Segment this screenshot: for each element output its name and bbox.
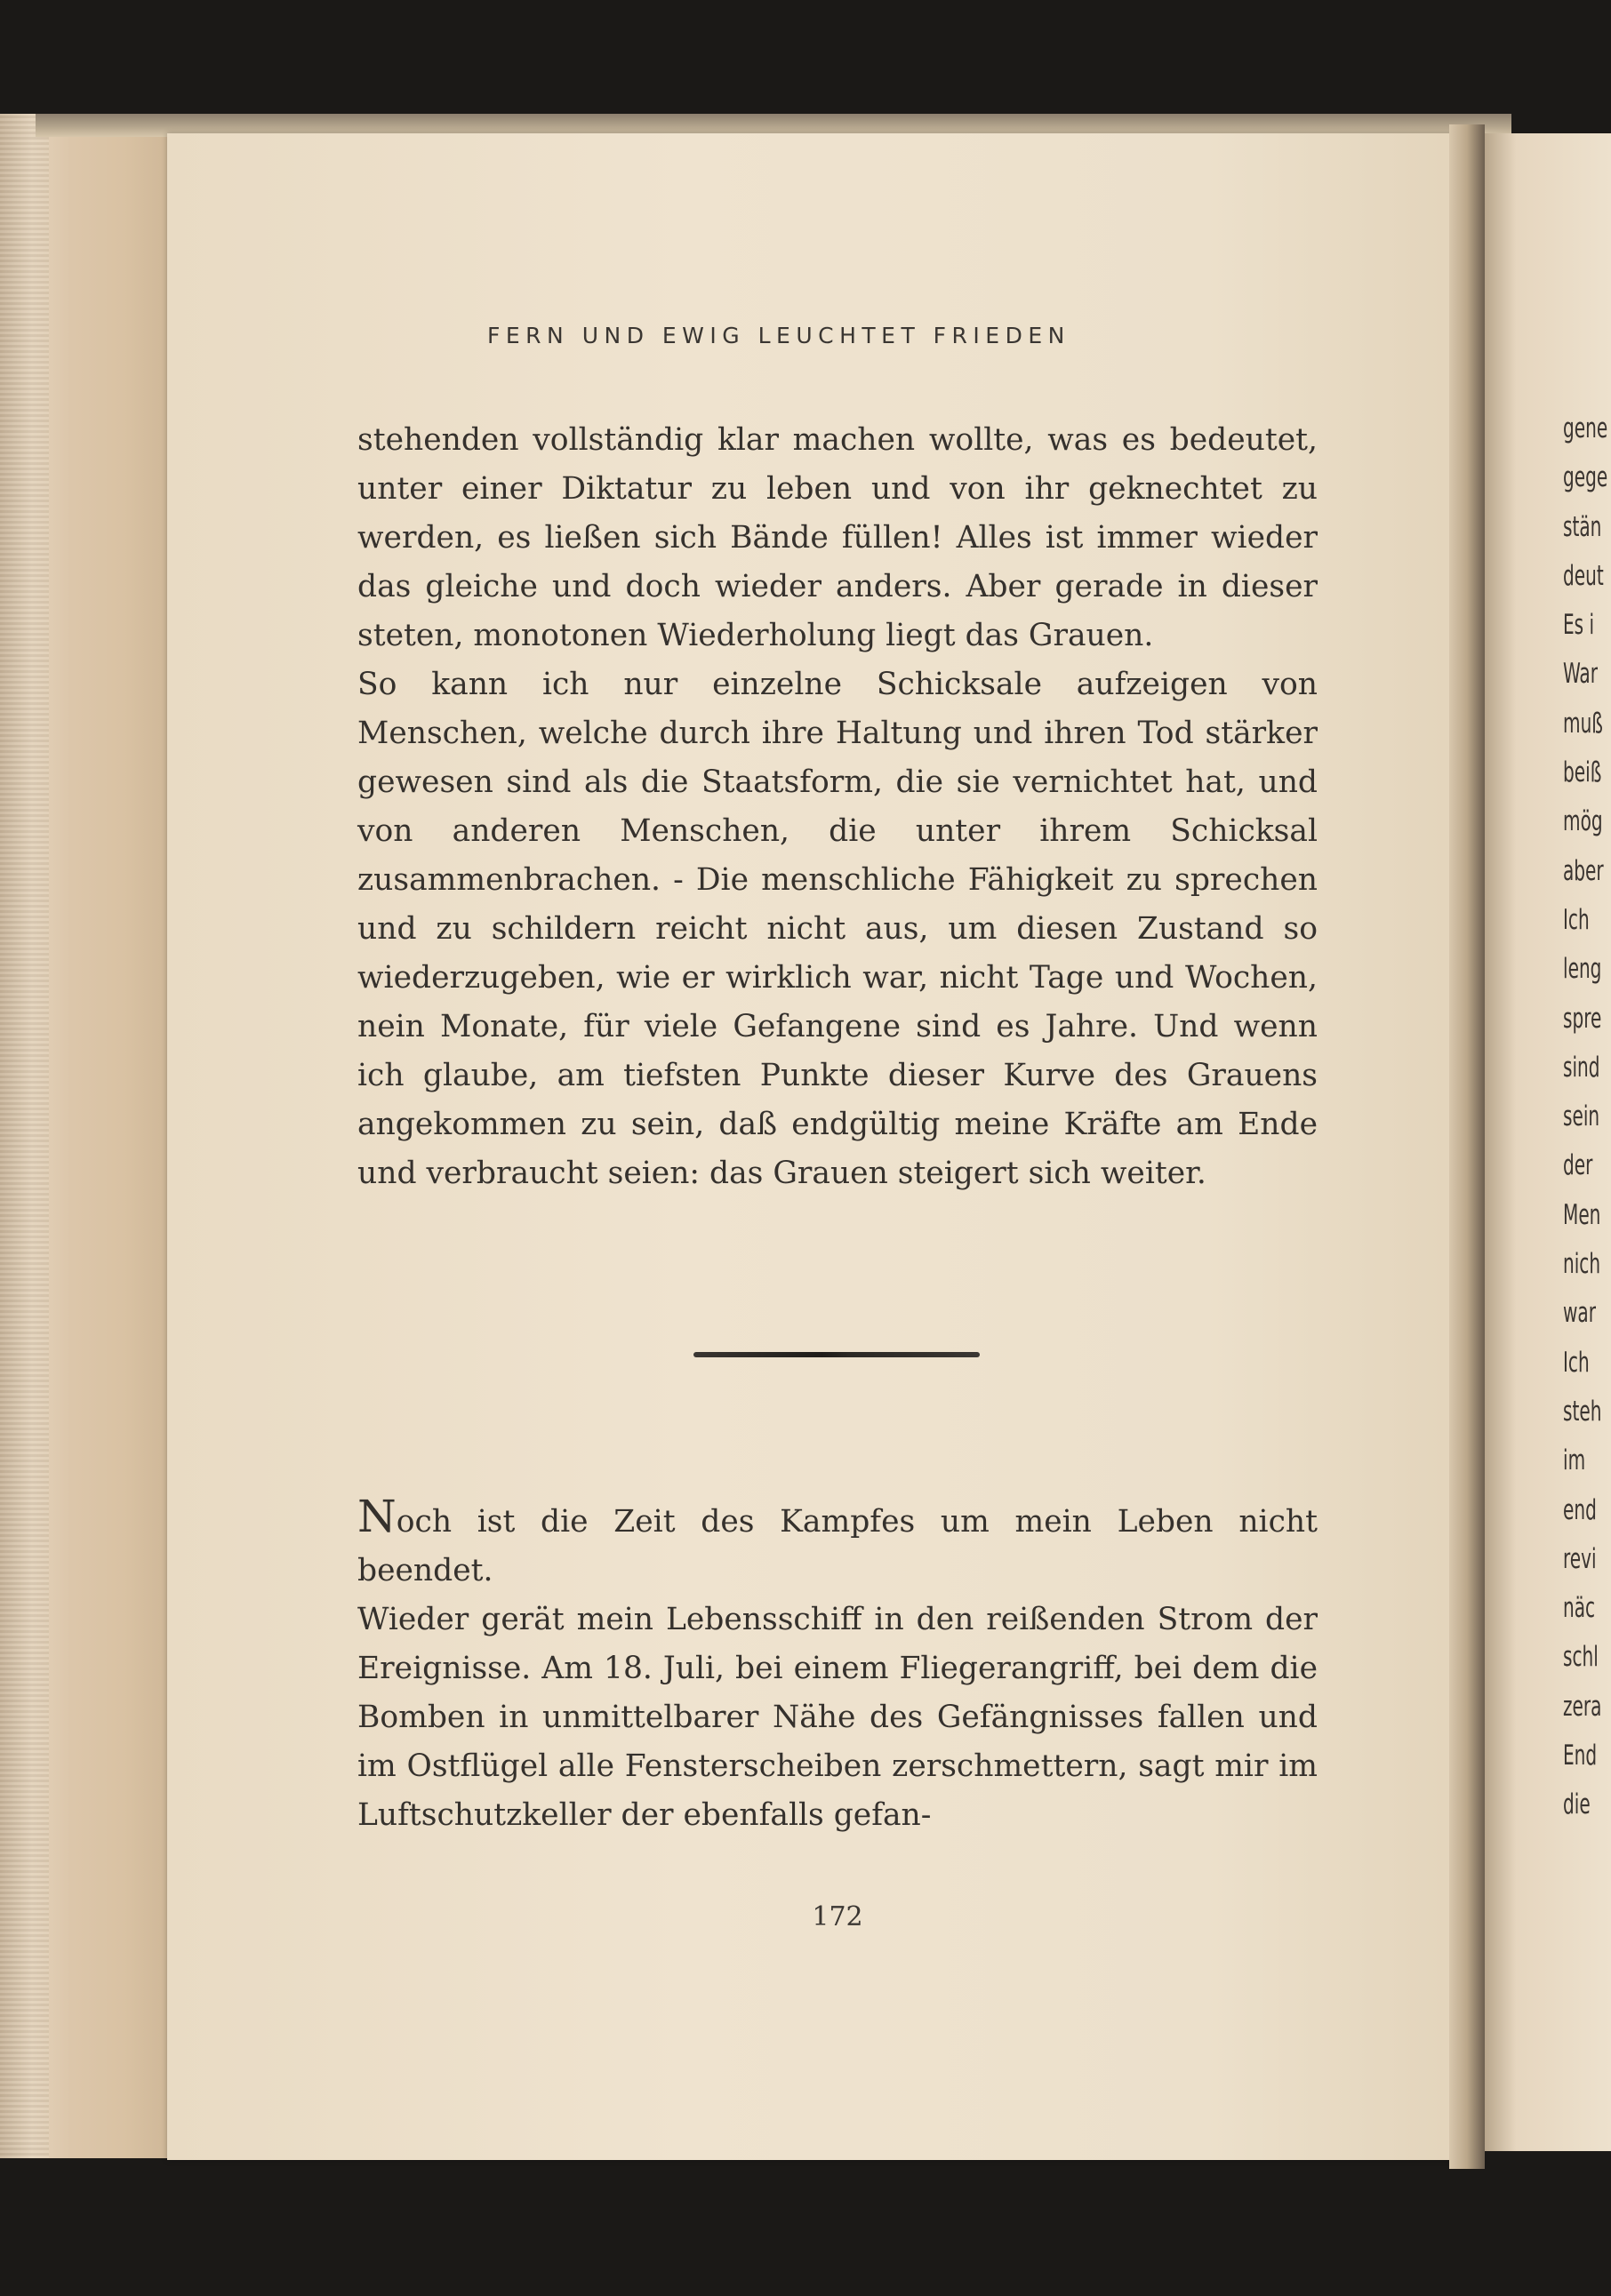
line-fragment: gege (1563, 461, 1608, 494)
line-fragment: die (1563, 1788, 1591, 1821)
line-fragment: sein (1563, 1100, 1600, 1133)
line-fragment: schl (1563, 1641, 1599, 1674)
facing-page-text (1563, 404, 1608, 1830)
body-text-section-2 (357, 1491, 1318, 1840)
line-fragment: steh (1563, 1395, 1602, 1428)
line-fragment: näc (1563, 1592, 1596, 1625)
paragraph (357, 1491, 1318, 1596)
line-fragment: revi (1563, 1542, 1597, 1575)
book-gutter (1449, 124, 1485, 2169)
line-fragment: war (1563, 1297, 1596, 1330)
line-fragment: End (1563, 1740, 1598, 1772)
line-fragment: end (1563, 1493, 1597, 1526)
line-fragment: mög (1563, 805, 1603, 838)
line-fragment: beiß (1563, 756, 1602, 789)
line-fragment: im (1563, 1444, 1586, 1477)
line-fragment: gene (1563, 412, 1608, 444)
drop-cap: N (357, 1491, 397, 1542)
paragraph: Wieder gerät mein Lebensschiff in den reißenden Strom der Ereignisse. Am 18. Juli, bei einem Fliegerangriff, bei dem die Bomben in unmittelbarer Nähe des Gefängnisses fallen und im Ostflügel alle Fensterscheiben zerschmettern, sagt mir im Luftschutzkeller der ebenfalls gefan- (357, 1602, 1318, 1833)
book-page-edges (0, 114, 178, 2158)
line-fragment: sind (1563, 1051, 1600, 1084)
body-text-top (357, 416, 1318, 1198)
line-fragment: stän (1563, 510, 1602, 543)
paragraph: So kann ich nur einzelne Schicksale aufzeigen von Menschen, welche durch ihre Haltung und ihren Tod stärker gewesen sind als die Staatsform, die sie vernichtet hat, und von anderen Menschen, die unter ihrem Schicksal zusammenbrachen. - Die menschliche Fähigkeit zu sprechen und zu schildern reicht nicht aus, um diesen Zustand so wiederzugeben, wie er wirklich war, nicht Tage und Wochen, nein Monate, für viele Gefangene sind es Jahre. Und wenn ich glaube, am tiefsten Punkte dieser Kurve des Grauens angekommen zu sein, daß endgültig meine Kräfte am Ende und verbraucht seien: das Grauen steigert sich weiter. (357, 667, 1318, 1191)
paragraph-rest: och ist die Zeit des Kampfes um mein Leben nicht beendet. (357, 1504, 1318, 1588)
line-fragment: zera (1563, 1690, 1602, 1723)
line-fragment: Es i (1563, 609, 1595, 642)
line-fragment: aber (1563, 854, 1604, 887)
line-fragment: spre (1563, 1002, 1602, 1035)
line-fragment: War (1563, 658, 1598, 691)
paragraph: stehenden vollständig klar machen wollte, was es bedeutet, unter einer Diktatur zu leben und von ihr geknechtet zu werden, es ließen sich Bände füllen! Alles ist immer wieder das gleiche und doch wieder anders. Aber gerade in dieser steten, monotonen Wiederholung liegt das Grauen. (357, 422, 1318, 653)
line-fragment: deut (1563, 559, 1604, 592)
line-fragment: Ich (1563, 1346, 1590, 1379)
line-fragment: Ich (1563, 903, 1590, 936)
line-fragment: nich (1563, 1248, 1601, 1281)
line-fragment: leng (1563, 953, 1602, 986)
line-fragment: der (1563, 1149, 1593, 1182)
running-head: FERN UND EWIG LEUCHTET FRIEDEN (487, 323, 1070, 348)
line-fragment: muß (1563, 707, 1603, 740)
line-fragment: Men (1563, 1198, 1601, 1231)
page-number: 172 (812, 1901, 863, 1932)
section-divider-rule (693, 1352, 980, 1357)
